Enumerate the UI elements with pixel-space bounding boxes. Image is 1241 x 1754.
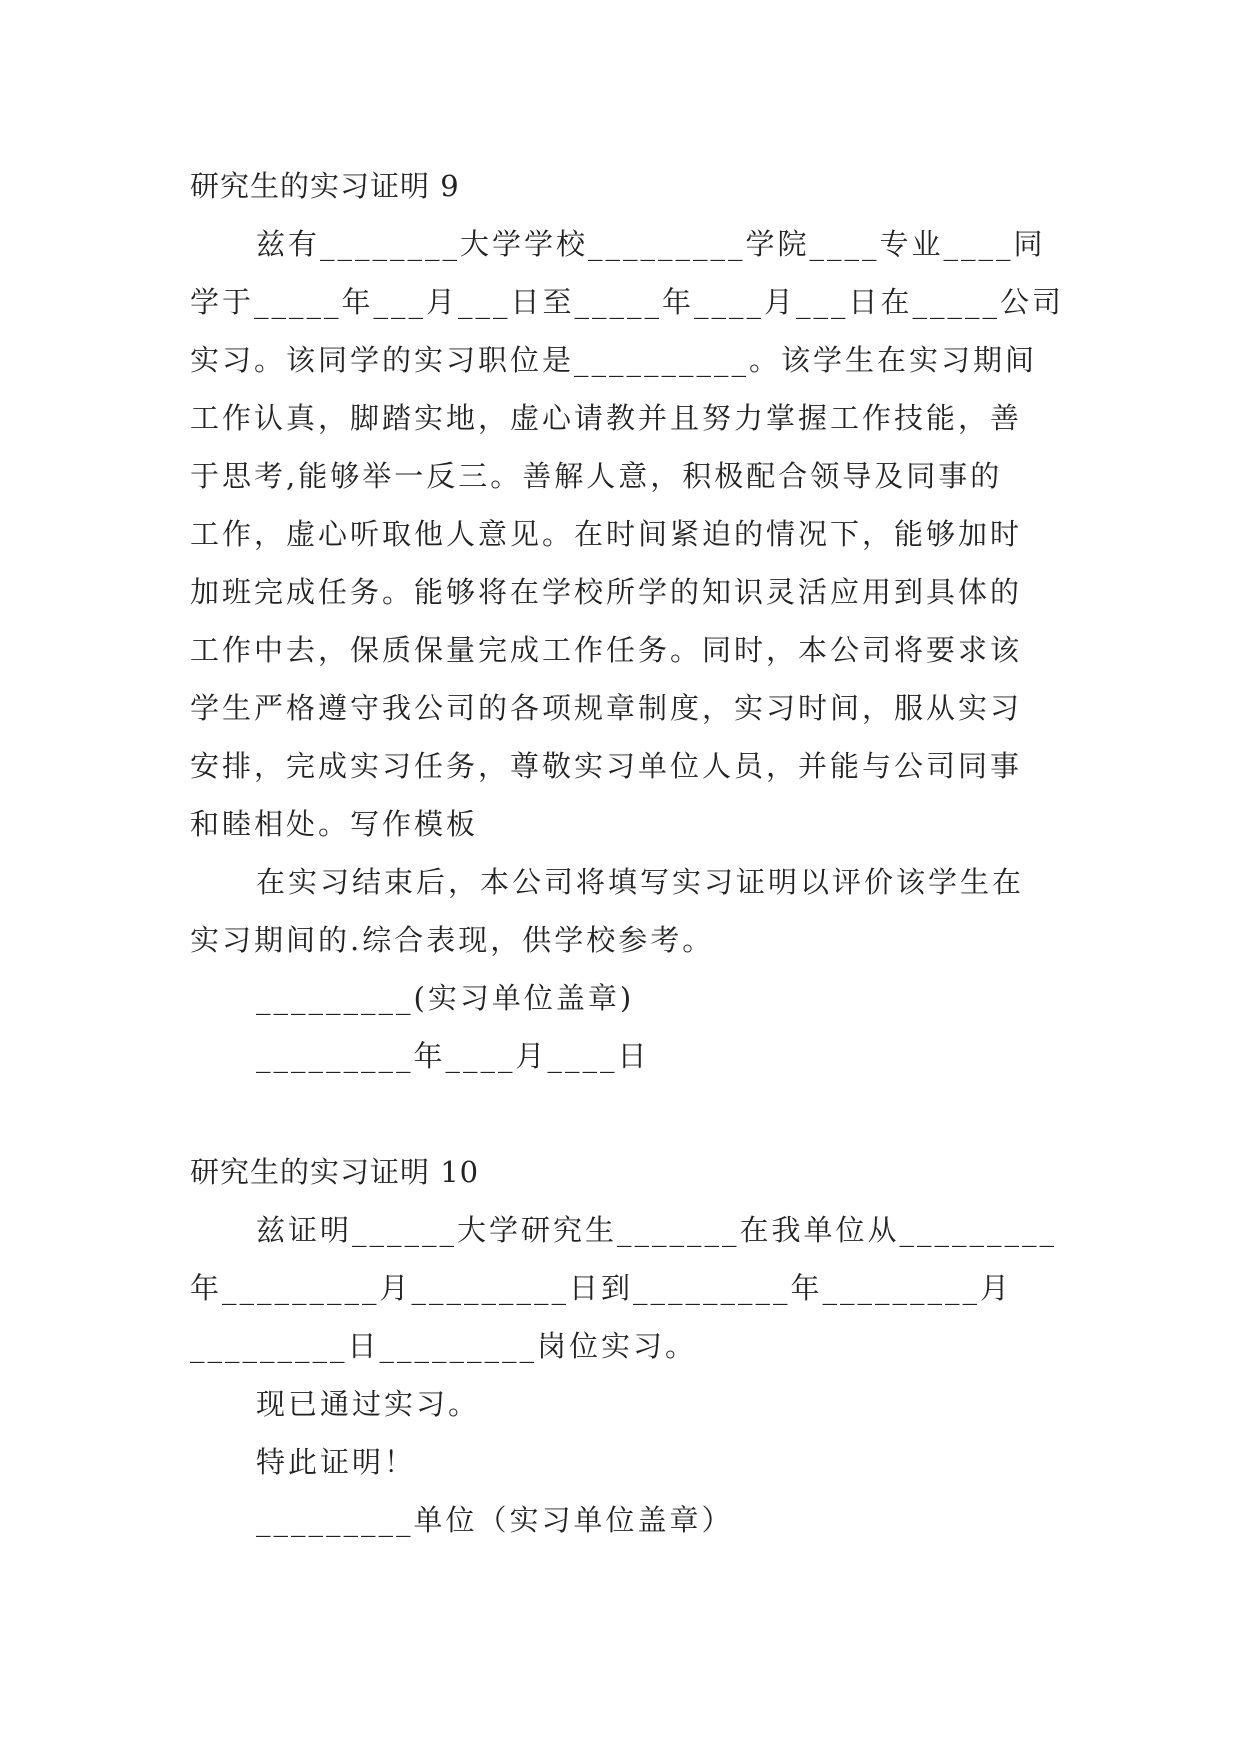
body-line: 加班完成任务。能够将在学校所学的知识灵活应用到具体的 xyxy=(190,575,1023,609)
body-line: 学于_____年___月___日至_____年____月___日在_____公司 xyxy=(190,285,1065,319)
closing-line: 在实习结束后，本公司将填写实习证明以评价该学生在 xyxy=(256,865,1025,899)
body-line: 于思考,能够举一反三。善解人意，积极配合领导及同事的 xyxy=(190,459,1003,493)
stamp-line: _________(实习单位盖章) xyxy=(256,981,635,1015)
certify-line: 特此证明！ xyxy=(256,1445,417,1479)
body-line: 工作认真，脚踏实地，虚心请教并且努力掌握工作技能，善 xyxy=(190,401,1023,435)
passed-line: 现已通过实习。 xyxy=(256,1387,481,1421)
body-line: 学生严格遵守我公司的各项规章制度，实习时间，服从实习 xyxy=(190,691,1023,725)
certificate-section-10 xyxy=(190,1143,1058,1549)
body-line: 安排，完成实习任务，尊敬实习单位人员，并能与公司同事 xyxy=(190,749,1023,783)
body-line: 实习。该同学的实习职位是__________。该学生在实习期间 xyxy=(190,343,1038,377)
closing-line: 实习期间的.综合表现，供学校参考。 xyxy=(190,923,715,957)
body-line: 兹证明______大学研究生_______在我单位从_________ xyxy=(256,1213,1058,1247)
body-line: 工作，虚心听取他人意见。在时间紧迫的情况下，能够加时 xyxy=(190,517,1023,551)
body-line: _________日_________岗位实习。 xyxy=(190,1329,698,1363)
body-line: 工作中去，保质保量完成工作任务。同时，本公司将要求该 xyxy=(190,633,1023,667)
body-line: 年_________月_________日到_________年_________月 xyxy=(190,1271,1013,1305)
date-line: _________年____月____日 xyxy=(256,1039,650,1073)
stamp-line: _________单位（实习单位盖章） xyxy=(256,1503,734,1537)
certificate-section-9 xyxy=(190,157,1065,1085)
section-spacer xyxy=(190,1085,1050,1143)
section-title: 研究生的实习证明 10 xyxy=(190,1155,480,1189)
body-line: 和睦相处。写作模板 xyxy=(190,807,479,841)
body-line: 兹有________大学学校_________学院____专业____同 xyxy=(256,227,1046,261)
section-title: 研究生的实习证明 9 xyxy=(190,169,460,203)
document-page xyxy=(190,157,1065,1549)
